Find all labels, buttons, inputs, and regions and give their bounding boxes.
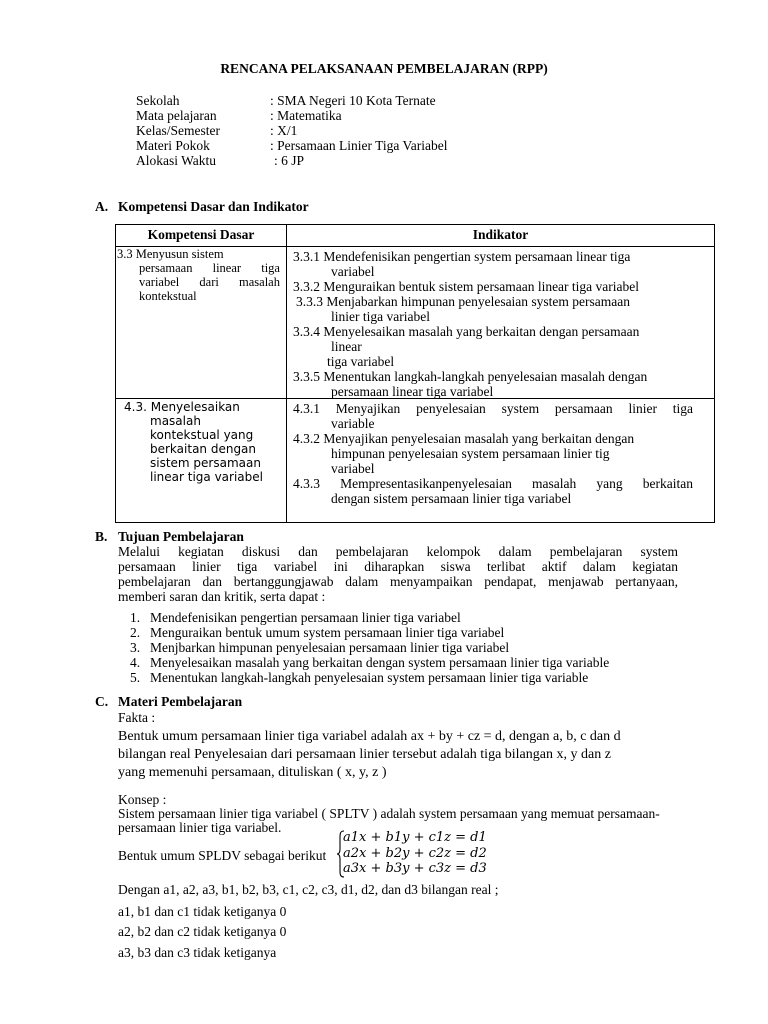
kd-cell-line: linear tiga variabel xyxy=(150,470,263,484)
kd-cell-line: 3.3 Menyusun sistem xyxy=(117,247,224,261)
list-item: Menjbarkan himpunan penyelesaian persamaan linier tiga variabel xyxy=(150,640,510,655)
section-b-title: Tujuan Pembelajaran xyxy=(118,529,244,544)
section-a-title: Kompetensi Dasar dan Indikator xyxy=(118,199,309,214)
identity-label: Sekolah xyxy=(136,93,180,108)
condition-line: a1, b1 dan c1 tidak ketiganya 0 xyxy=(118,904,287,919)
indicator-line: 3.3.2 Menguraikan bentuk sistem persamaan linear tiga variabel xyxy=(293,279,640,294)
indicator-line: 3.3.4 Menyelesaikan masalah yang berkaitan dengan persamaan xyxy=(293,324,640,339)
paragraph-line: Melalui kegiatan diskusi dan pembelajaran kelompok dalam pembelajaran system xyxy=(118,544,678,559)
indicator-line: 4.3.1 Menyajikan penyelesaian system persamaan linier tiga xyxy=(293,401,693,416)
identity-label: Alokasi Waktu xyxy=(136,153,217,168)
identity-label: Materi Pokok xyxy=(136,138,210,153)
indicator-line: 4.3.2 Menyajikan penyelesaian masalah yang berkaitan dengan xyxy=(293,431,635,446)
indicator-line: dengan sistem persamaan linier tiga variabel xyxy=(331,491,572,506)
konsep-line: Sistem persamaan linier tiga variabel ( SPLTV ) adalah system persamaan yang memuat persamaan- xyxy=(118,806,660,821)
section-b-marker: B. xyxy=(95,529,108,544)
paragraph-line: persamaan linier tiga variabel ini diharapkan siswa terlibat aktif dalam kegiatan xyxy=(118,559,678,574)
identity-value: : Persamaan Linier Tiga Variabel xyxy=(270,138,448,153)
list-item-number: 3. xyxy=(130,640,141,655)
indicator-line: persamaan linear tiga variabel xyxy=(331,384,494,399)
indicator-line: 3.3.3 Menjabarkan himpunan penyelesaian system persamaan xyxy=(296,294,631,309)
list-item: Menentukan langkah-langkah penyelesaian system persamaan linier tiga variable xyxy=(150,670,589,685)
list-item: Menyelesaikan masalah yang berkaitan dengan system persamaan linier tiga variable xyxy=(150,655,610,670)
identity-value: : X/1 xyxy=(270,123,298,138)
paragraph-line: memberi saran dan kritik, serta dapat : xyxy=(118,589,326,604)
list-item: Menguraikan bentuk umum system persamaan linier tiga variabel xyxy=(150,625,505,640)
fakta-line: Bentuk umum persamaan linier tiga variabel adalah ax + by + cz = d, dengan a, b, c dan d xyxy=(118,729,621,744)
kd-cell-line: masalah xyxy=(150,414,201,428)
indicator-line: linear xyxy=(331,339,362,354)
section-a-marker: A. xyxy=(95,199,109,214)
list-item-number: 5. xyxy=(130,670,141,685)
condition-line: a3, b3 dan c3 tidak ketiganya xyxy=(118,945,277,960)
identity-value: : 6 JP xyxy=(274,153,305,168)
section-c-marker: C. xyxy=(95,694,109,709)
kd-cell-line: persamaan linear tiga xyxy=(139,261,280,275)
list-item-number: 4. xyxy=(130,655,141,670)
document-title: RENCANA PELAKSANAAN PEMBELAJARAN (RPP) xyxy=(220,61,548,76)
indicator-line: 3.3.5 Menentukan langkah-langkah penyelesaian masalah dengan xyxy=(293,369,648,384)
fakta-line: bilangan real Penyelesaian dari persamaan linier tersebut adalah tiga bilangan x, y dan z xyxy=(118,747,611,762)
fakta-line: yang memenuhi persamaan, dituliskan ( x, y, z ) xyxy=(118,765,387,780)
kd-cell-line: berkaitan dengan xyxy=(150,442,257,456)
list-item-number: 2. xyxy=(130,625,141,640)
identity-value: : SMA Negeri 10 Kota Ternate xyxy=(270,93,436,108)
indicator-line: variabel xyxy=(331,461,375,476)
identity-label: Mata pelajaran xyxy=(136,108,217,123)
list-item-number: 1. xyxy=(130,610,141,625)
paragraph-line: pembelajaran dan bertanggungjawab dalam menyampaikan pendapat, menjawab pertanyaan, xyxy=(118,574,678,589)
indicator-line: 3.3.1 Mendefenisikan pengertian system persamaan linear tiga xyxy=(293,249,631,264)
equation-line: 𝑎1𝑥 + 𝑏1𝑦 + 𝑐1𝑧 = 𝑑1 xyxy=(343,830,487,845)
kd-cell-line: kontekstual xyxy=(139,289,197,303)
equation-line: 𝑎2𝑥 + 𝑏2𝑦 + 𝑐2𝑧 = 𝑑2 xyxy=(343,846,487,861)
bentuk-umum-label: Bentuk umum SPLDV sebagai berikut xyxy=(118,848,327,863)
list-item: Mendefenisikan pengertian persamaan linier tiga variabel xyxy=(150,610,461,625)
indicator-line: tiga variabel xyxy=(327,354,395,369)
condition-line: Dengan a1, a2, a3, b1, b2, b3, c1, c2, c3, d1, d2, dan d3 bilangan real ; xyxy=(118,882,499,897)
indicator-line: variabel xyxy=(331,264,375,279)
identity-label: Kelas/Semester xyxy=(136,123,220,138)
konsep-line: persamaan linier tiga variabel. xyxy=(118,820,282,835)
indicator-line: himpunan penyelesaian system persamaan linier tig xyxy=(331,446,610,461)
identity-value: : Matematika xyxy=(270,108,342,123)
fakta-label: Fakta : xyxy=(118,710,156,725)
equation-line: 𝑎3𝑥 + 𝑏3𝑦 + 𝑐3𝑧 = 𝑑3 xyxy=(343,861,487,876)
section-c-title: Materi Pembelajaran xyxy=(118,694,243,709)
konsep-label: Konsep : xyxy=(118,792,167,807)
table-header-kd: Kompetensi Dasar xyxy=(147,227,255,242)
kd-cell-line: sistem persamaan xyxy=(150,456,261,470)
indicator-line: linier tiga variabel xyxy=(331,309,430,324)
indicator-line: 4.3.3 Mempresentasikanpenyelesaian masalah yang berkaitan xyxy=(293,476,693,491)
table-header-indicator: Indikator xyxy=(472,227,529,242)
indicator-line: variable xyxy=(331,416,375,431)
condition-line: a2, b2 dan c2 tidak ketiganya 0 xyxy=(118,924,287,939)
kd-cell-line: variabel dari masalah xyxy=(139,275,280,289)
kd-cell-line: 4.3. Menyelesaikan xyxy=(124,400,240,414)
kd-cell-line: kontekstual yang xyxy=(150,428,254,442)
